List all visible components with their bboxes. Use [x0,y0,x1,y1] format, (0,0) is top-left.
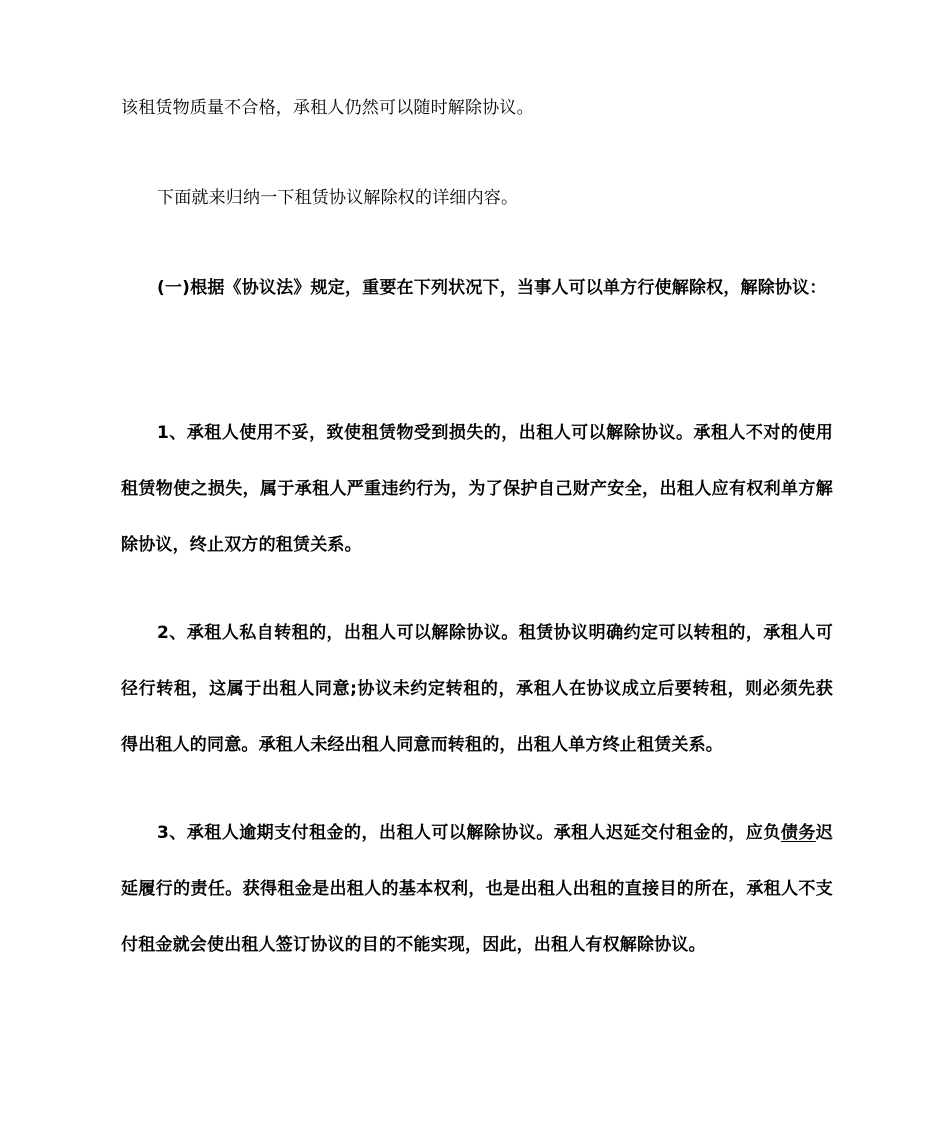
paragraph-section-heading [121,260,833,316]
paragraph-text: 下面就来归纳一下租赁协议解除权的详细内容。 [157,188,519,208]
paragraph-item-3 [121,805,833,973]
underlined-term-link[interactable]: 债务 [780,823,816,843]
paragraph-text: 2、承租人私自转租的，出租人可以解除协议。租赁协议明确约定可以转租的，承租人可径行转租，这属于出租人同意;协议未约定转租的，承租人在协议成立后要转租，则必须先获得出租人的同意。承租人未经出租人同意而转租的，出租人单方终止租赁关系。 [121,623,833,755]
paragraph-text-after: 迟延履行的责任。获得租金是出租人的基本权利，也是出租人出租的直接目的所在，承租人不支付租金就会使出租人签订协议的目的不能实现，因此，出租人有权解除协议。 [121,823,833,955]
paragraph-item-2 [121,605,833,773]
paragraph-item-1 [121,405,833,573]
paragraph-text-before: 3、承租人逾期支付租金的，出租人可以解除协议。承租人迟延交付租金的，应负 [157,823,781,843]
paragraph-intro [121,170,833,226]
paragraph-continuation [121,80,833,136]
paragraph-text: 1、承租人使用不妥，致使租赁物受到损失的，出租人可以解除协议。承租人不对的使用租赁物使之损失，属于承租人严重违约行为，为了保护自己财产安全，出租人应有权利单方解除协议，终止双方的租赁关系。 [121,423,833,555]
paragraph-text: 该租赁物质量不合格，承租人仍然可以随时解除协议。 [121,98,534,118]
paragraph-text: (一)根据《协议法》规定，重要在下列状况下，当事人可以单方行使解除权，解除协议： [157,278,827,298]
